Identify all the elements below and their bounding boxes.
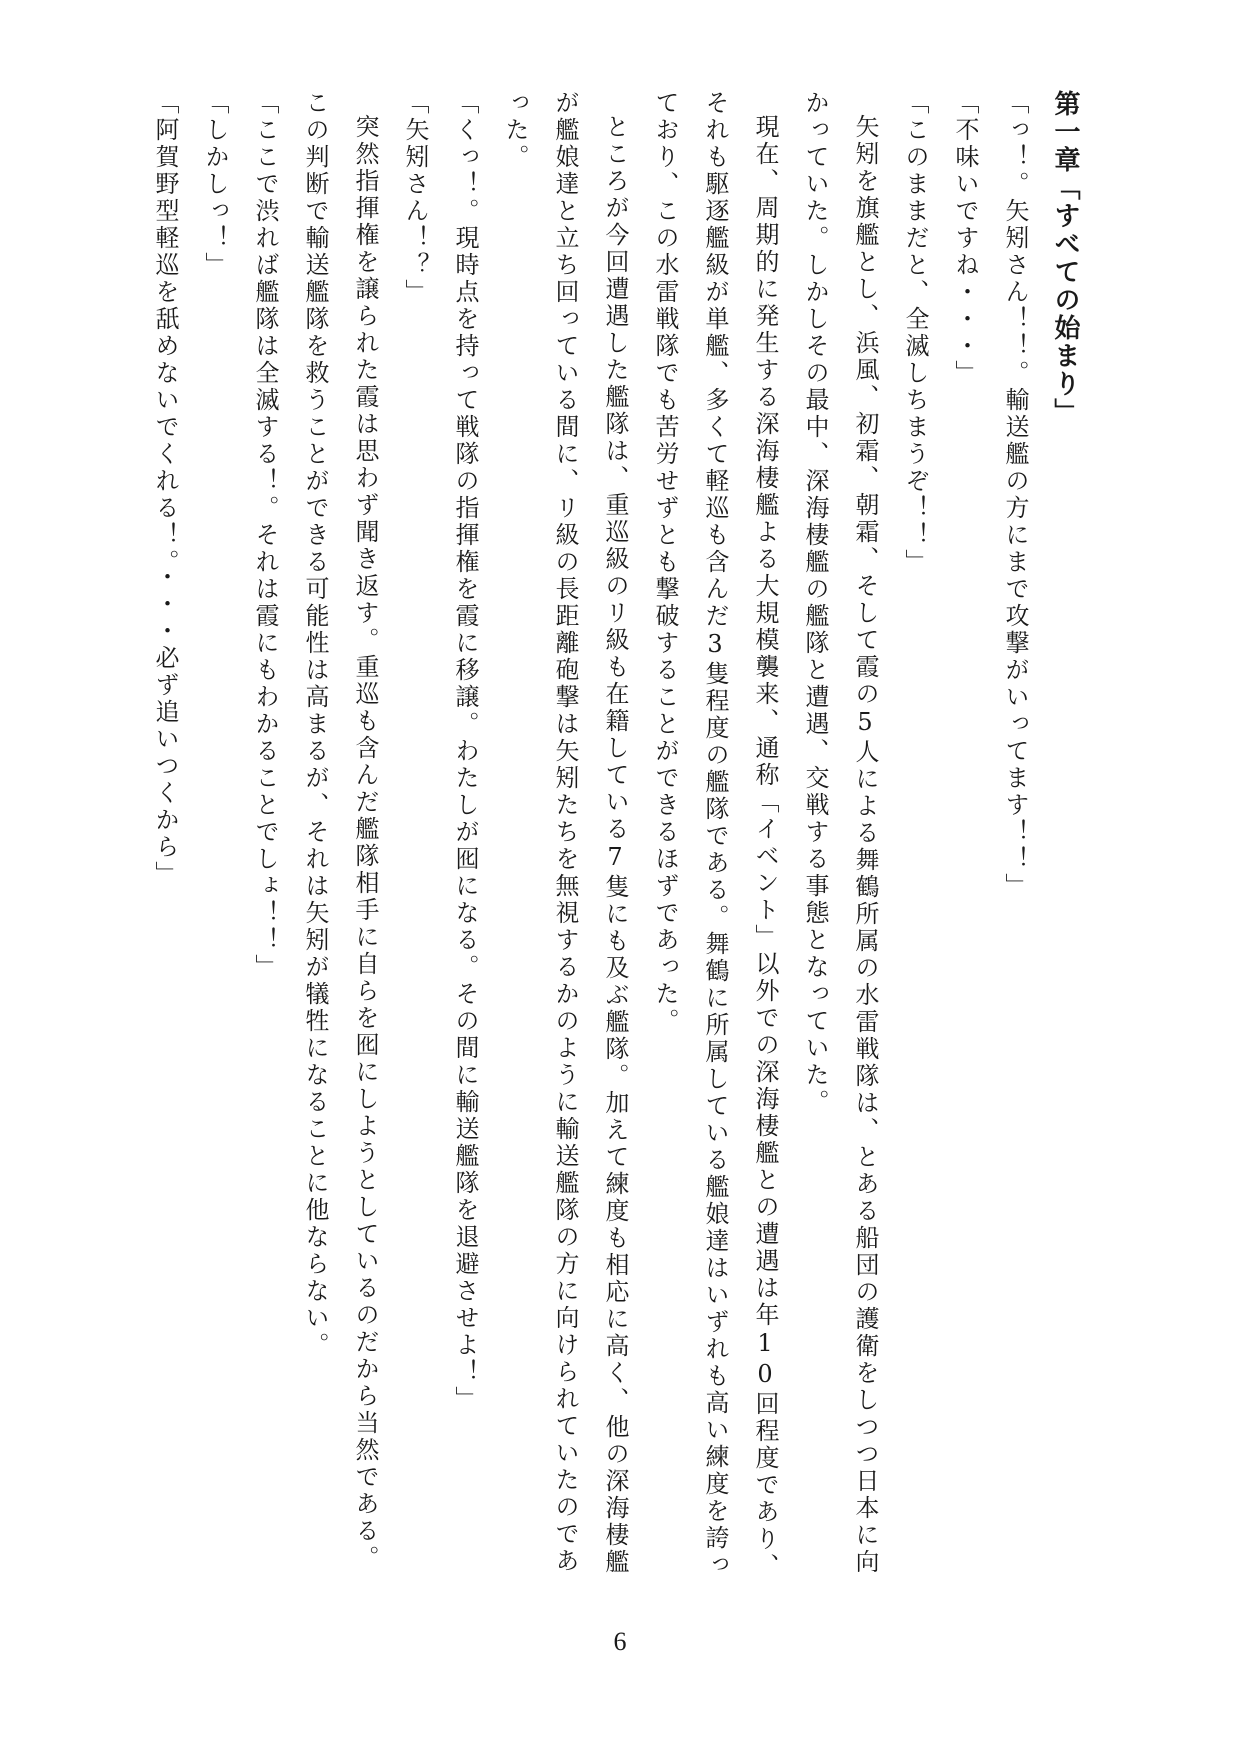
narration-paragraph: 突然指揮権を譲られた霞は思わず聞き返す。重巡も含んだ艦隊相手に自らを囮にしようとしているのだから当然である。この判断で輸送艦隊を救うことができる可能性は高まるが、それは矢矧が犠牲になることに他ならない。 bbox=[301, 90, 379, 1572]
page-number: 6 bbox=[613, 1627, 627, 1656]
dialogue-line: 「しかしっ！」 bbox=[201, 90, 229, 279]
vertical-text-body bbox=[90, 90, 1090, 1590]
dialogue-line: 「ここで渋れば艦隊は全滅する！。それは霞にもわかることでしょ！！」 bbox=[251, 90, 279, 981]
chapter-title: 第一章「すべての始まり」 bbox=[1050, 90, 1080, 426]
dialogue-line: 「不味いですね・・・」 bbox=[951, 90, 979, 387]
narration-paragraph: 矢矧を旗艦とし、浜風、初霜、朝霜、そして霞の5人による舞鶴所属の水雷戦隊は、とある船団の護衛をしつつ日本に向かっていた。しかしその最中、深海棲艦の艦隊と遭遇、交戦する事態となっていた。 bbox=[801, 90, 879, 1576]
narration-paragraph: ところが今回遭遇した艦隊は、重巡級のリ級も在籍している7隻にも及ぶ艦隊。加えて練度も相応に高く、他の深海棲艦が艦娘達と立ち回っている間に、リ級の長距離砲撃は矢矧たちを無視するかのように輸送艦隊の方に向けられていたのであった。 bbox=[501, 90, 629, 1576]
dialogue-line: 「くっ！。現時点を持って戦隊の指揮権を霞に移譲。わたしが囮になる。その間に輸送艦隊を退避させよ！」 bbox=[451, 90, 479, 1413]
dialogue-line: 「阿賀野型軽巡を舐めないでくれる！。・・・必ず追いつくから」 bbox=[151, 90, 179, 888]
dialogue-line: 「矢矧さん！？」 bbox=[401, 90, 429, 306]
narration-paragraph: 現在、周期的に発生する深海棲艦よる大規模襲来、通称「イベント」以外での深海棲艦との遭遇は年10回程度であり、それも駆逐艦級が単艦、多くて軽巡も含んだ3隻程度の艦隊である。舞鶴に所属している艦娘達はいずれも高い練度を誇っており、この水雷戦隊でも苦労せずとも撃破することができるほずであった。 bbox=[651, 90, 779, 1580]
dialogue-line: 「っ！。矢矧さん！！。輸送艦の方にまで攻撃がいってます！！」 bbox=[1001, 90, 1029, 900]
dialogue-line: 「このままだと、全滅しちまうぞ！！」 bbox=[901, 90, 929, 576]
